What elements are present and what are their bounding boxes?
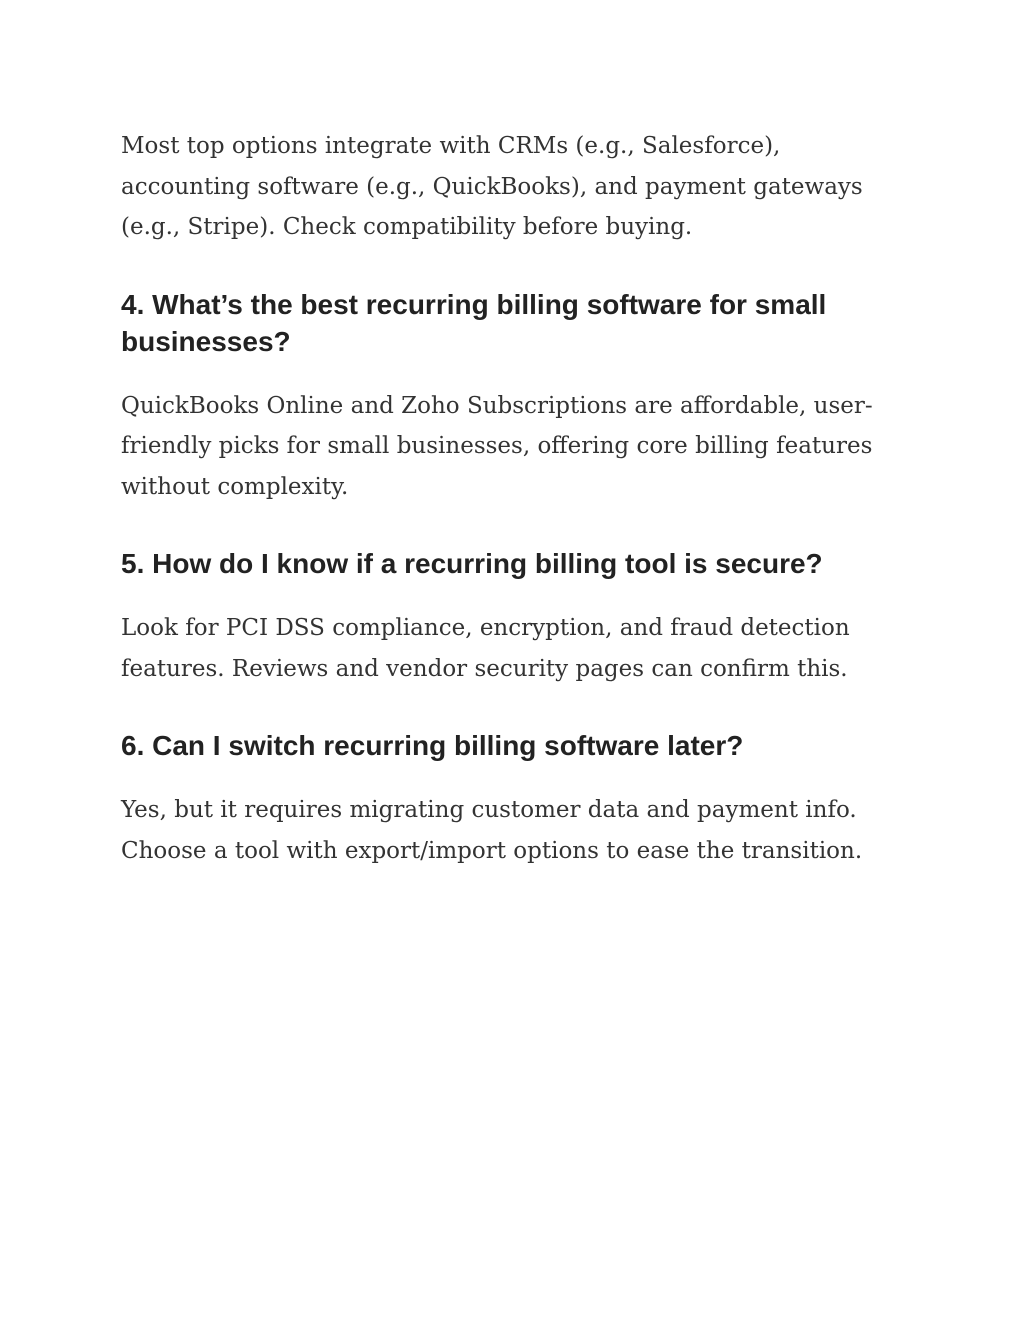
intro-paragraph: Most top options integrate with CRMs (e.g., Salesforce), accounting software (e.g., QuickBooks), and payment gateways (e.g., Stripe). Check compatibility before buying.: [121, 133, 863, 240]
faq-answer-5: Look for PCI DSS compliance, encryption, and fraud detection features. Reviews and vendor security pages can confirm this.: [121, 615, 850, 682]
faq-question-5: 5. How do I know if a recurring billing tool is secure?: [121, 548, 823, 579]
faq-answer-4: QuickBooks Online and Zoho Subscriptions are affordable, user-friendly picks for small businesses, offering core billing features without complexity.: [121, 392, 873, 500]
faq-question-4: 4. What’s the best recurring billing software for small businesses?: [121, 288, 827, 357]
faq-question-6: 6. Can I switch recurring billing software later?: [121, 730, 744, 761]
document-page: [121, 126, 911, 871]
faq-answer-6: Yes, but it requires migrating customer data and payment info. Choose a tool with export/import options to ease the transition.: [121, 797, 863, 864]
